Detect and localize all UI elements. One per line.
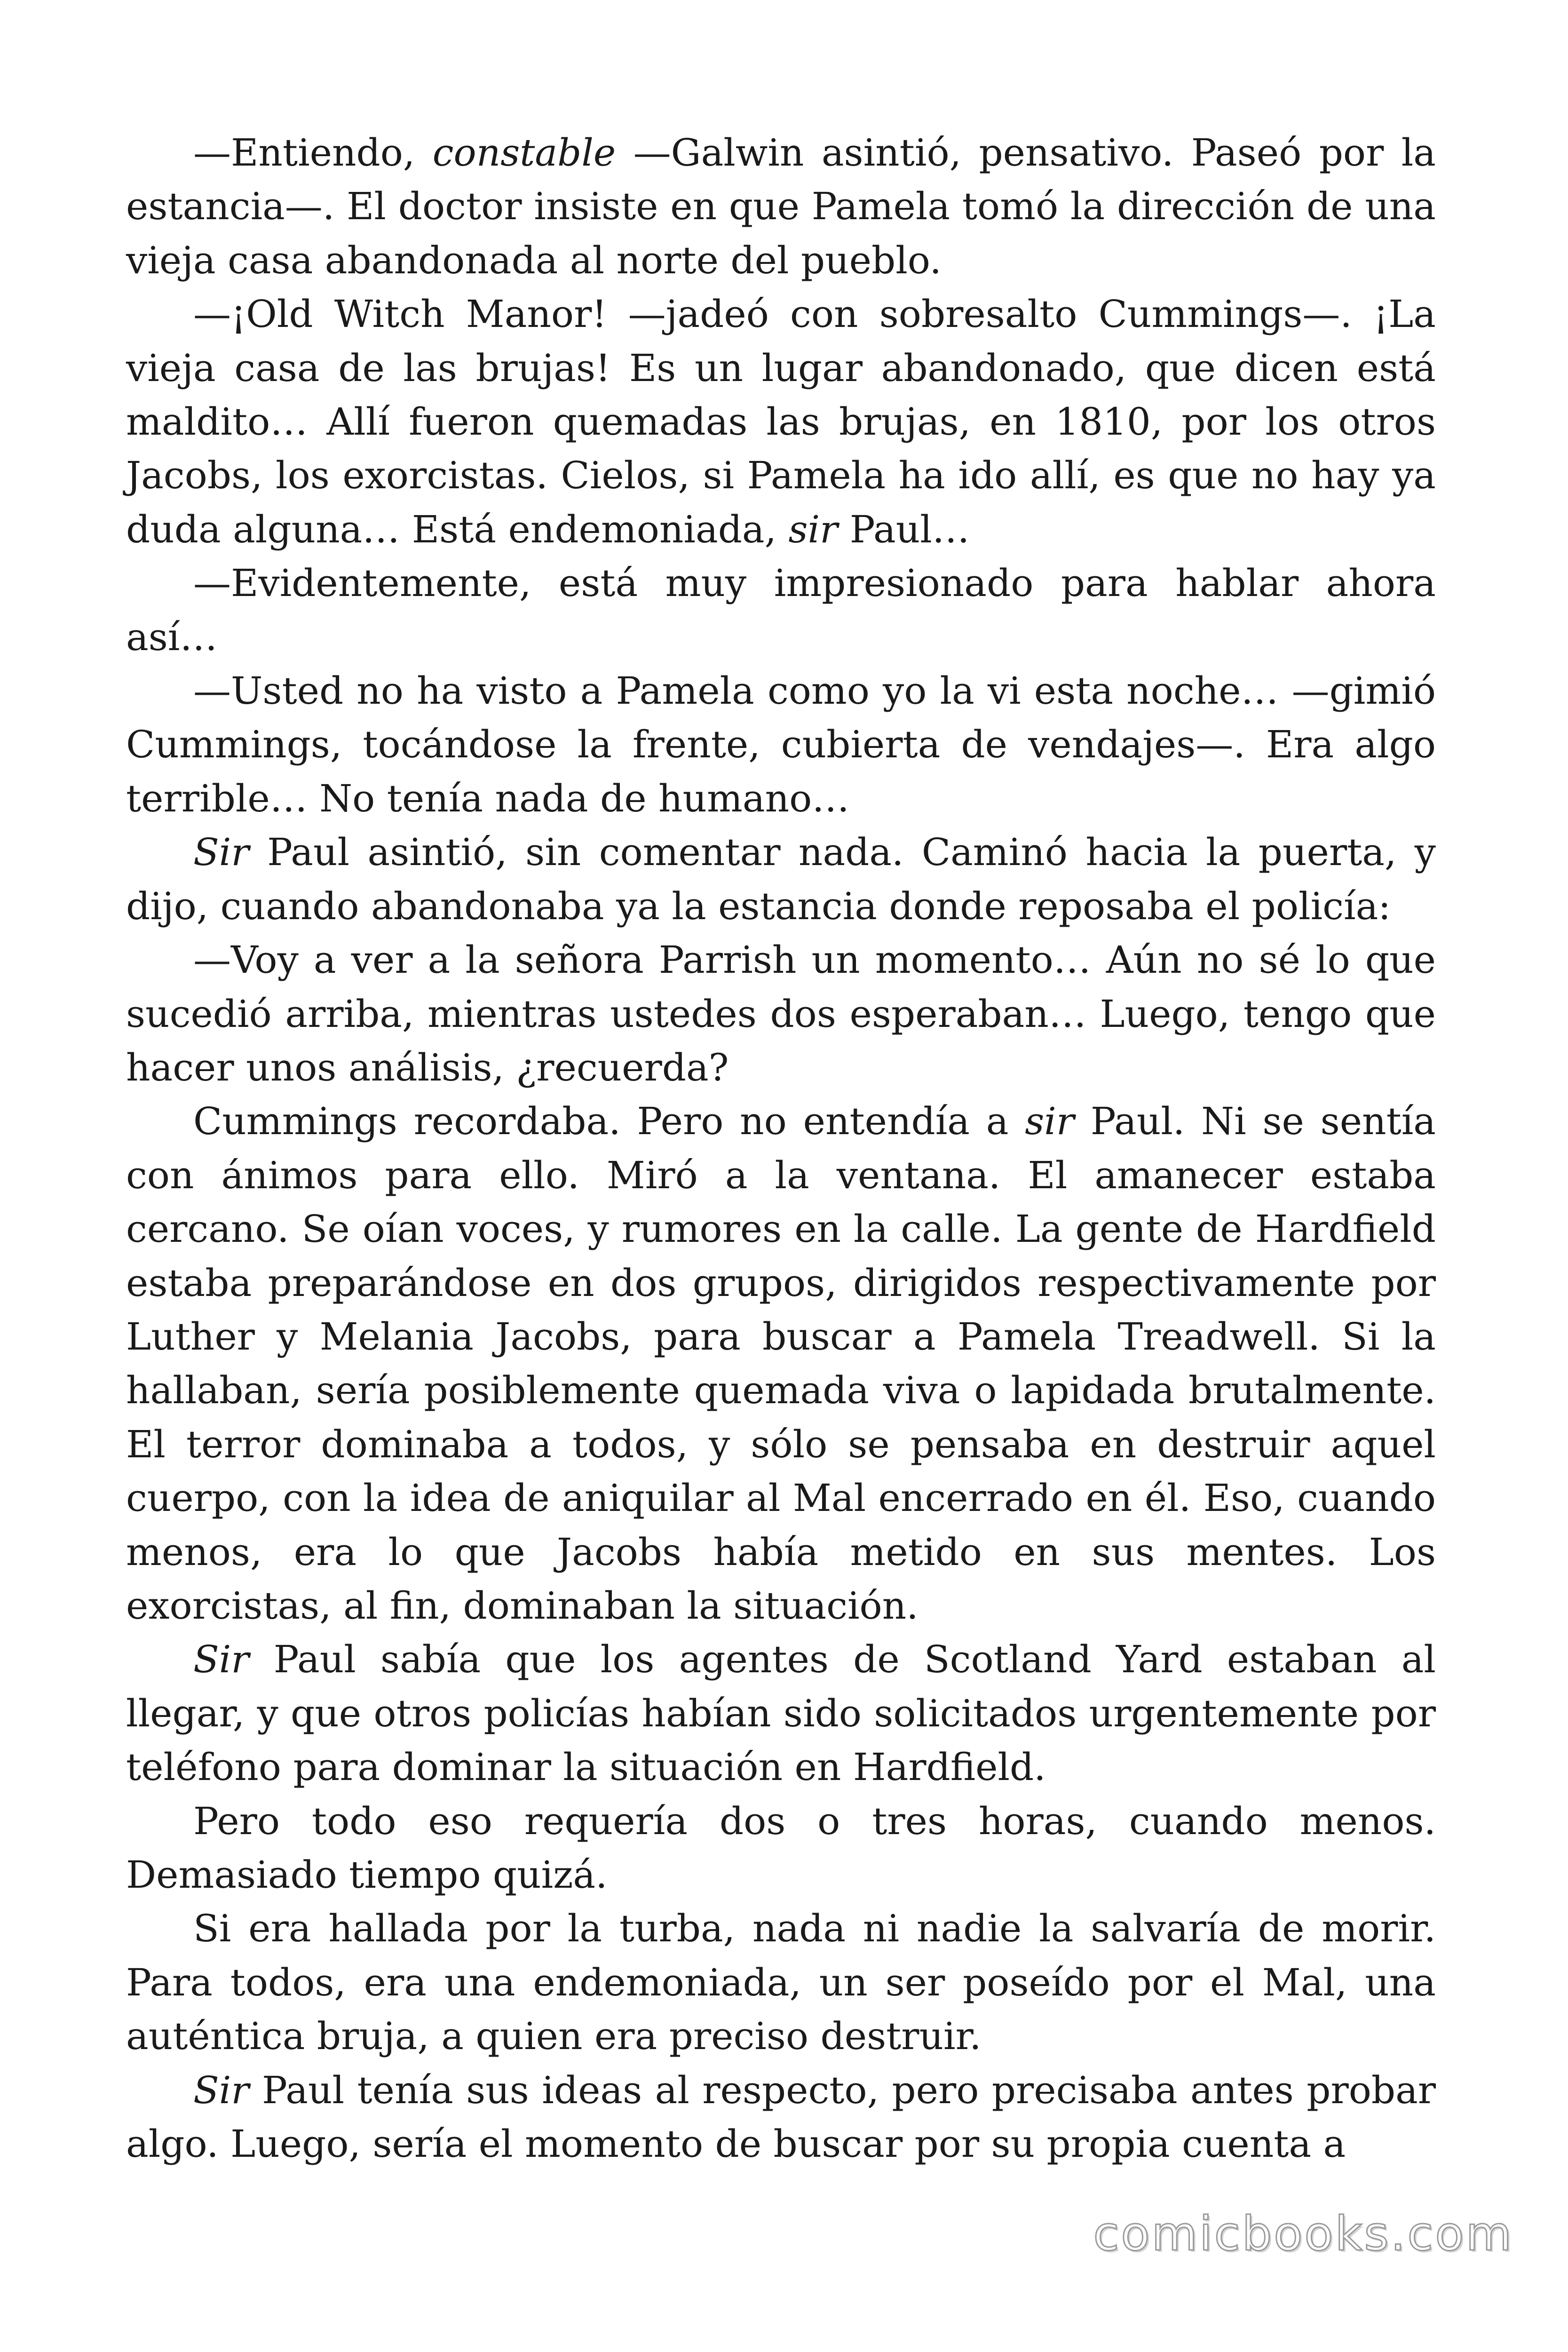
text-run: Paul sabía que los agentes de Scotland Yard estaban al llegar, y que otros policías habían sido solicitados urgentemente por teléfono para dominar la situación en Hardfield. [126, 1637, 1436, 1789]
italic-text: Sir [193, 830, 249, 874]
paragraph [126, 287, 1436, 556]
paragraph [126, 1095, 1436, 1633]
paragraph [126, 933, 1436, 1095]
paragraph [126, 1633, 1436, 1794]
text-run: —Entiendo, [193, 131, 433, 175]
text-run: —Evidentemente, está muy impresionado para hablar ahora así… [126, 561, 1436, 659]
text-run: Paul… [838, 507, 970, 551]
italic-text: Sir [193, 2068, 249, 2112]
text-run: —Galwin asintió, pensativo. Paseó por la estancia—. El doctor insiste en que Pamela tomó la dirección de una vieja casa abandonada al norte del pueblo. [126, 131, 1436, 282]
text-run: Si era hallada por la turba, nada ni nadie la salvaría de morir. Para todos, era una endemoniada, un ser poseído por el Mal, una auténtica bruja, a quien era preciso destruir. [126, 1907, 1436, 2058]
italic-text: Sir [193, 1637, 249, 1682]
paragraph [126, 1902, 1436, 2063]
text-run: Pero todo eso requería dos o tres horas, cuando menos. Demasiado tiempo quizá. [126, 1799, 1436, 1897]
text-run: Paul tenía sus ideas al respecto, pero precisaba antes probar algo. Luego, sería el momento de buscar por su propia cuenta a [126, 2068, 1436, 2166]
text-run: —¡Old Witch Manor! —jadeó con sobresalto Cummings—. ¡La vieja casa de las brujas! Es un lugar abandonado, que dicen está maldito… Allí fueron quemadas las brujas, en 1810, por los otros Jacobs, los exorcistas. Cielos, si Pamela ha ido allí, es que no hay ya duda alguna… Está endemoniada, [126, 292, 1436, 551]
paragraph [126, 1795, 1436, 1902]
italic-text: sir [1025, 1099, 1075, 1144]
text-run: Paul asintió, sin comentar nada. Caminó hacia la puerta, y dijo, cuando abandonaba ya la estancia donde reposaba el policía: [126, 830, 1436, 928]
paragraph [126, 2064, 1436, 2171]
text-run: Cummings recordaba. Pero no entendía a [193, 1099, 1025, 1144]
text-run: —Usted no ha visto a Pamela como yo la vi esta noche… —gimió Cummings, tocándose la frente, cubierta de vendajes—. Era algo terrible… No tenía nada de humano… [126, 669, 1436, 820]
paragraph [126, 826, 1436, 933]
body-text [126, 126, 1436, 2171]
watermark: comicbooks.com [1093, 2206, 1513, 2261]
paragraph [126, 664, 1436, 826]
italic-text: sir [788, 507, 838, 551]
text-run: Paul. Ni se sentía con ánimos para ello. Miró a la ventana. El amanecer estaba cercano. Se oían voces, y rumores en la calle. La gente de Hardfield estaba preparándose en dos grupos, dirigidos respectivamente por Luther y Melania Jacobs, para buscar a Pamela Treadwell. Si la hallaban, sería posiblemente quemada viva o lapidada brutalmente. El terror dominaba a todos, y sólo se pensaba en destruir aquel cuerpo, con la idea de aniquilar al Mal encerrado en él. Eso, cuando menos, era lo que Jacobs había metido en sus mentes. Los exorcistas, al fin, dominaban la situación. [126, 1099, 1436, 1628]
paragraph [126, 126, 1436, 287]
paragraph [126, 556, 1436, 664]
text-run: —Voy a ver a la señora Parrish un momento… Aún no sé lo que sucedió arriba, mientras ustedes dos esperaban… Luego, tengo que hacer unos análisis, ¿recuerda? [126, 938, 1436, 1089]
italic-text: constable [432, 131, 616, 175]
